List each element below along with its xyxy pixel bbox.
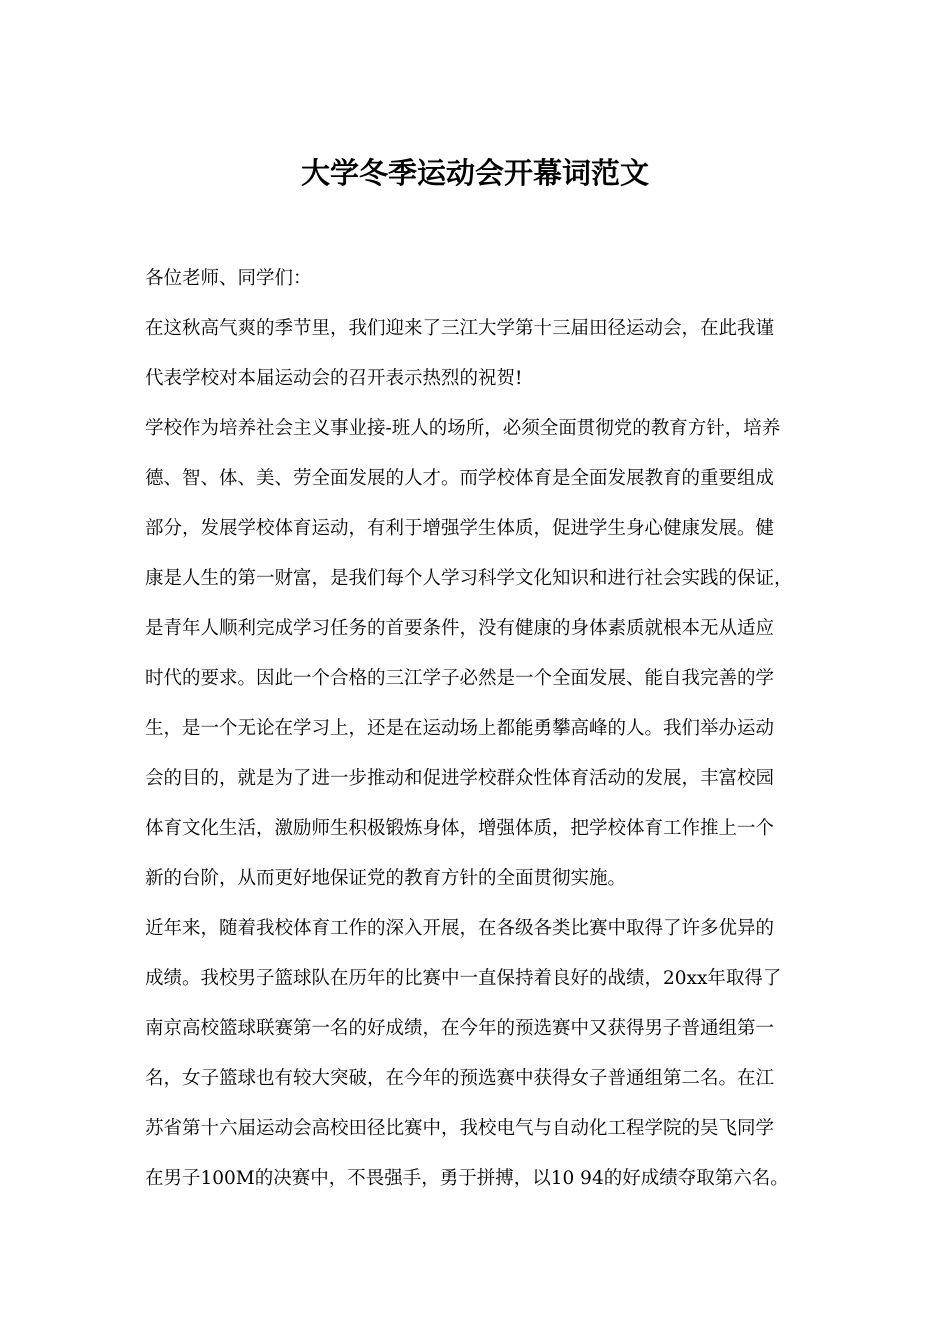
text-line: 时代的要求。因此一个合格的三江学子必然是一个全面发展、能自我完善的学 (145, 668, 775, 689)
text-line: 各位老师、同学们： (145, 268, 312, 289)
text-line: 部分，发展学校体育运动，有利于增强学生体质，促进学生身心健康发展。健 (145, 518, 775, 539)
text-line: 生，是一个无论在学习上，还是在运动场上都能勇攀高峰的人。我们举办运动 (145, 718, 775, 739)
text-line: 体育文化生活，激励师生积极锻炼身体，增强体质，把学校体育工作推上一个 (145, 818, 775, 839)
document-body (145, 254, 835, 1204)
text-line: 康是人生的第一财富，是我们每个人学习科学文化知识和进行社会实践的保证， (145, 568, 793, 589)
page-title: 大学冬季运动会开幕词范文 (300, 156, 649, 191)
text-line: 成绩。我校男子篮球队在历年的比赛中一直保持着良好的战绩，20xx年取得了 (145, 968, 782, 989)
text-line: 新的台阶，从而更好地保证党的教育方针的全面贯彻实施。 (145, 868, 627, 889)
text-line: 学校作为培养社会主义事业接-班人的场所，必须全面贯彻党的教育方针，培养 (145, 418, 781, 439)
text-line: 代表学校对本届运动会的召开表示热烈的祝贺! (145, 368, 523, 389)
text-line: 南京高校篮球联赛第一名的好成绩，在今年的预选赛中又获得男子普通组第一 (145, 1018, 775, 1039)
text-line: 会的目的，就是为了进一步推动和促进学校群众性体育活动的发展，丰富校园 (145, 768, 775, 789)
text-line: 是青年人顺利完成学习任务的首要条件，没有健康的身体素质就根本无从适应 (145, 618, 775, 639)
text-line: 在这秋高气爽的季节里，我们迎来了三江大学第十三届田径运动会，在此我谨 (145, 318, 775, 339)
text-line: 近年来，随着我校体育工作的深入开展，在各级各类比赛中取得了许多优异的 (145, 918, 775, 939)
text-line: 在男子100M的决赛中，不畏强手，勇于拼搏，以10 94的好成绩夺取第六名。 (145, 1168, 789, 1189)
text-line: 苏省第十六届运动会高校田径比赛中，我校电气与自动化工程学院的吴飞同学 (145, 1118, 775, 1139)
text-line: 德、智、体、美、劳全面发展的人才。而学校体育是全面发展教育的重要组成 (145, 468, 775, 489)
text-line: 名，女子篮球也有较大突破，在今年的预选赛中获得女子普通组第二名。在江 (145, 1068, 775, 1089)
